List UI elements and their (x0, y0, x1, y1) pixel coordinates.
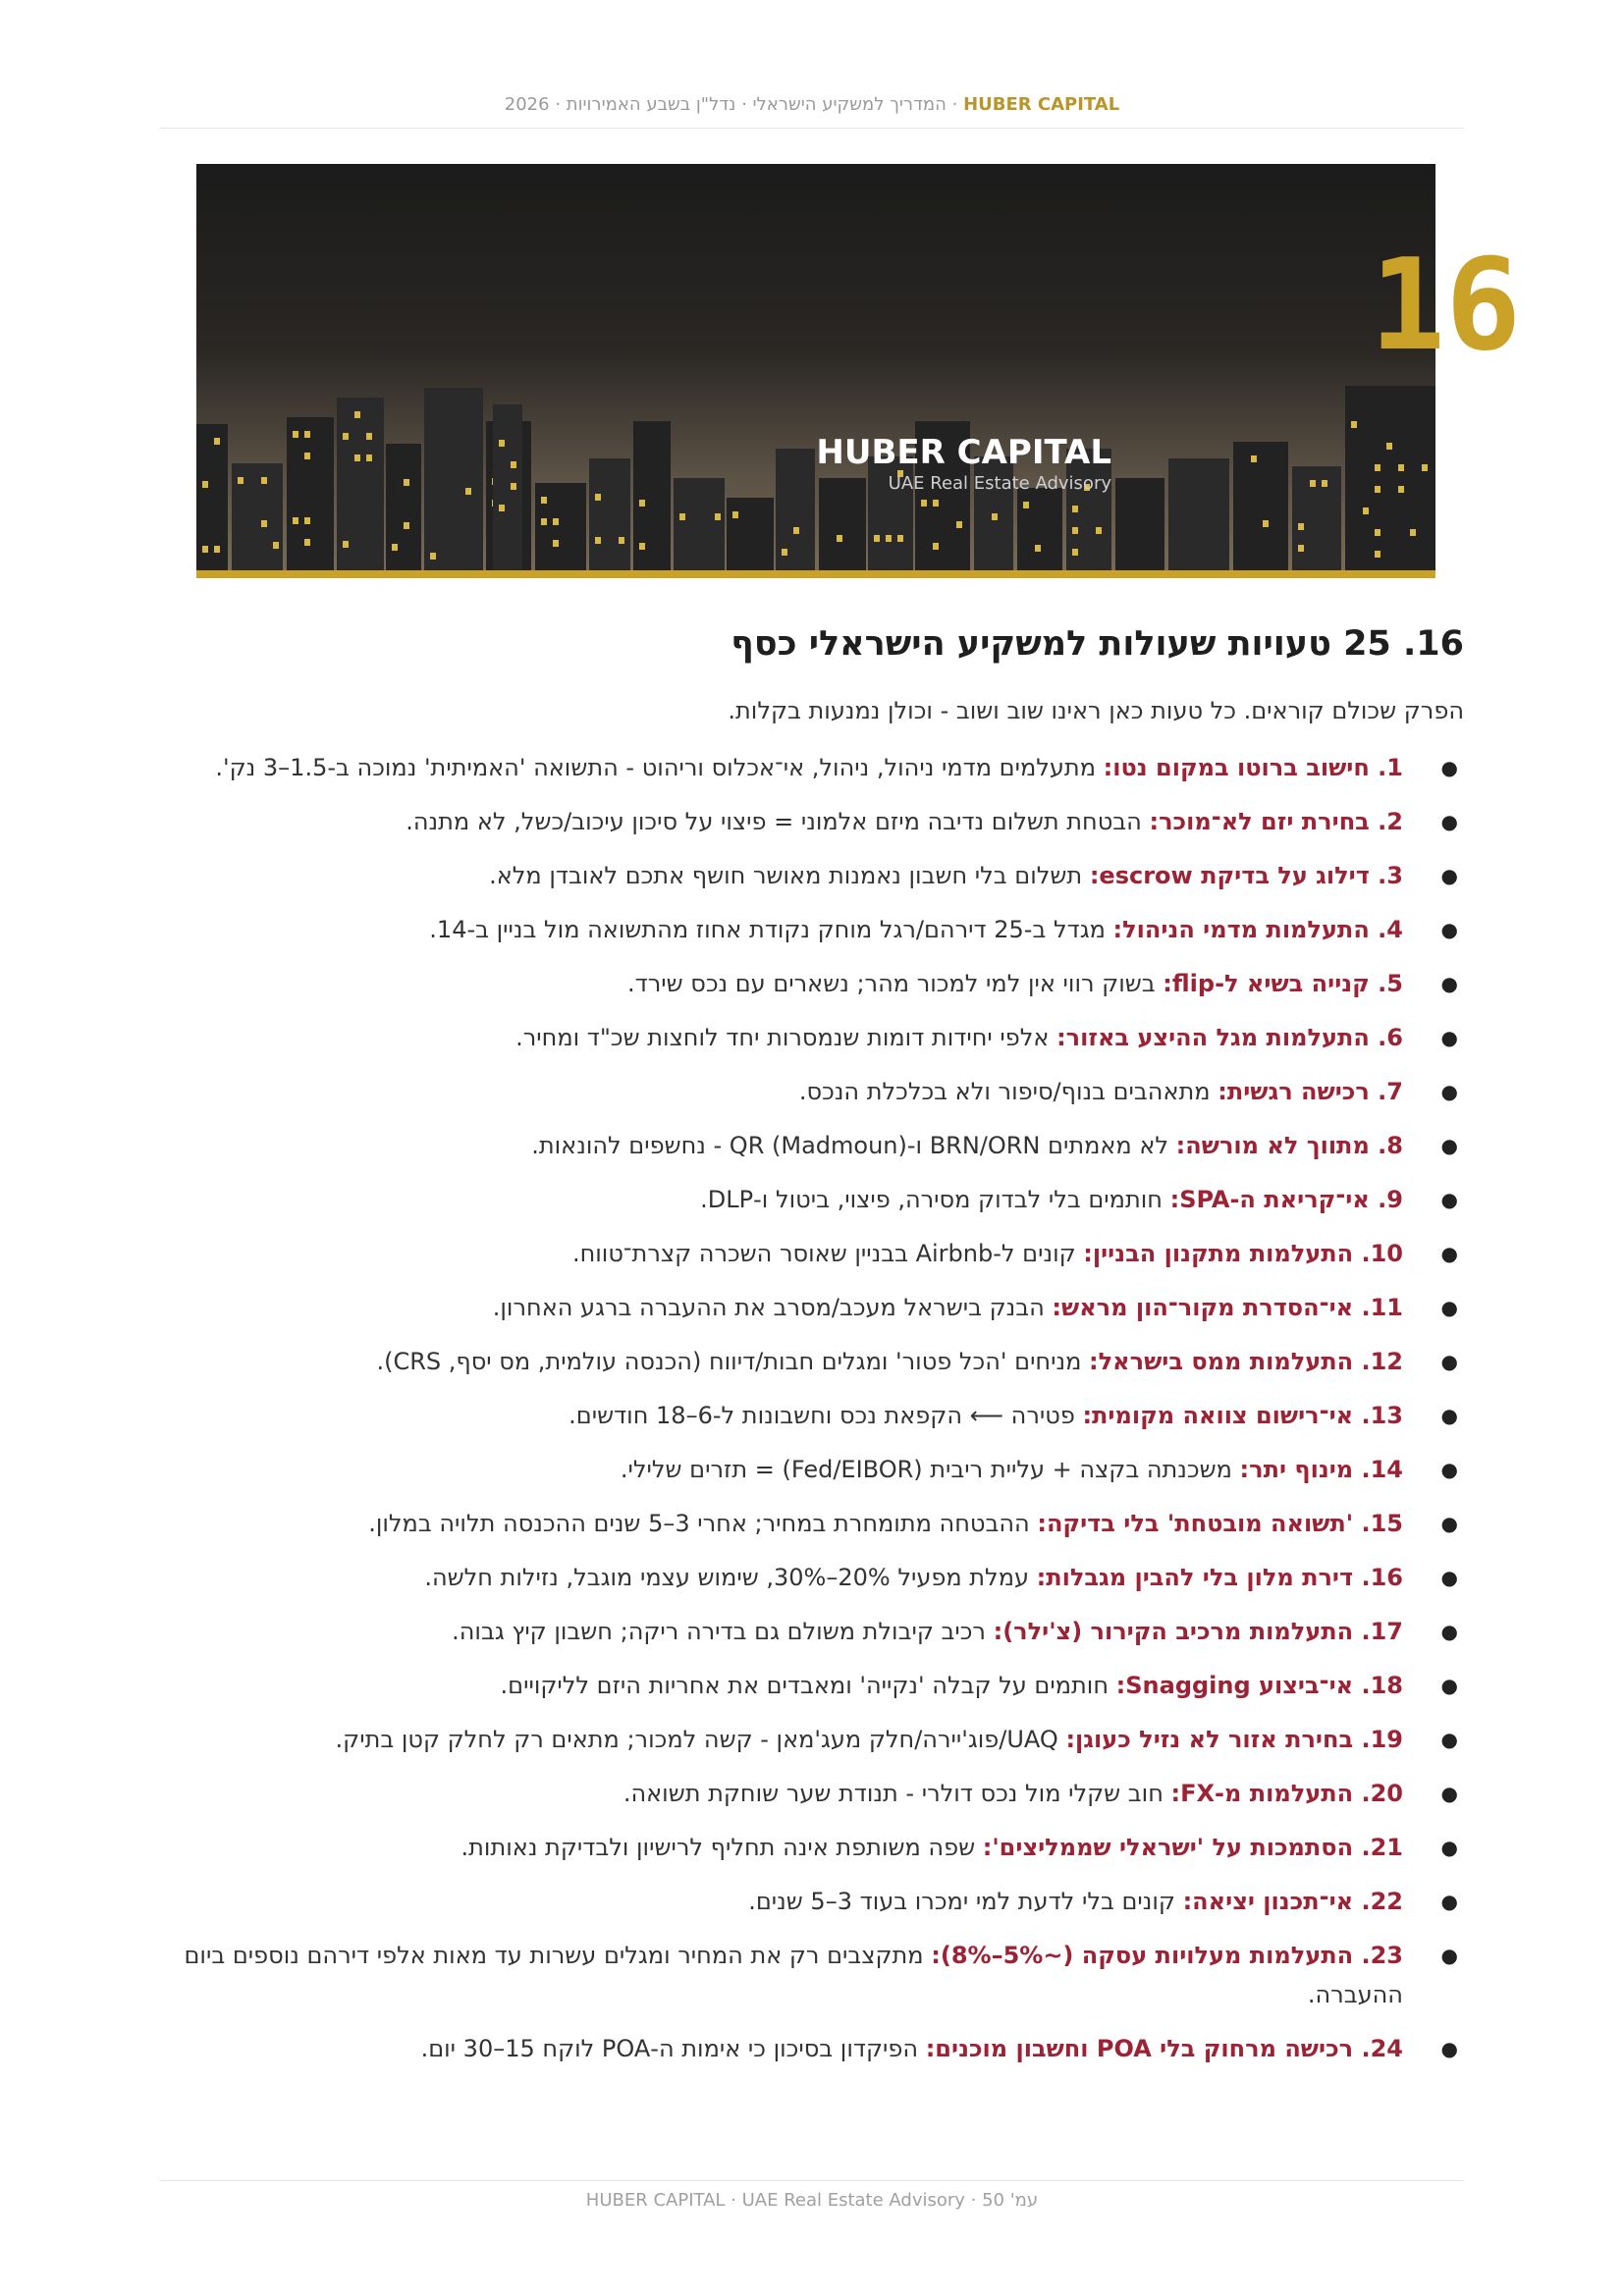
mistake-label: 16. דירת מלון בלי להבין מגבלות: (1036, 1564, 1403, 1591)
bullet-icon: ● (1440, 1296, 1458, 1319)
bullet-icon: ● (1440, 1134, 1458, 1157)
skyline-window (1251, 455, 1257, 462)
skyline-window (897, 535, 903, 542)
chapter-number: 16 (1370, 233, 1522, 379)
skyline-window (1398, 464, 1404, 471)
mistake-item (173, 1558, 1464, 1597)
mistake-label: 6. התעלמות מגל ההיצע באזור: (1056, 1024, 1403, 1051)
skyline-window (541, 518, 547, 525)
skyline-window (1023, 502, 1029, 508)
mistake-text: הבטחת תשלום נדיבה מיזם אלמוני = פיצוי על סיכון עיכוב/כשל, לא מתנה. (406, 808, 1150, 835)
mistake-text: מגדל ב-25 דירהם/רגל מוחק נקודת אחוז מהתשואה מול בניין ב-14. (429, 916, 1113, 943)
skyline-building (1233, 442, 1288, 570)
skyline-window (1351, 421, 1357, 428)
mistake-label: 11. אי־הסדרת מקור־הון מראש: (1052, 1294, 1403, 1321)
skyline-window (619, 537, 624, 544)
skyline-window (1410, 529, 1416, 536)
skyline-building (1115, 478, 1164, 570)
mistake-text: רכיב קיבולת משולם גם בדירה ריקה; חשבון קיץ גבוה. (452, 1618, 994, 1645)
mistake-label: 3. דילוג על בדיקת escrow: (1089, 862, 1403, 889)
bullet-icon: ● (1440, 2037, 1458, 2060)
mistake-item (173, 1072, 1464, 1111)
bullet-icon: ● (1440, 1350, 1458, 1373)
running-header (160, 94, 1464, 129)
skyline-window (1096, 527, 1102, 534)
chapter-banner (196, 164, 1522, 578)
mistake-item (173, 1342, 1464, 1381)
mistake-text: משכנתה בקצה + עליית ריבית (Fed/EIBOR) = תזרים שלילי. (620, 1456, 1240, 1483)
skyline-building (633, 421, 671, 570)
skyline-window (595, 537, 601, 544)
skyline-window (1386, 443, 1392, 450)
mistake-label: 18. אי־ביצוע Snagging: (1115, 1672, 1403, 1699)
bullet-icon: ● (1440, 1026, 1458, 1049)
mistake-label: 21. הסתמכות על 'ישראלי שממליצים': (982, 1834, 1403, 1861)
skyline-window (1363, 507, 1369, 514)
mistake-item (173, 1126, 1464, 1165)
skyline-building (727, 498, 774, 570)
skyline-window (214, 546, 220, 553)
skyline-window (1072, 506, 1078, 512)
bullet-icon: ● (1440, 1458, 1458, 1481)
skyline-window (1375, 529, 1380, 536)
bullet-icon: ● (1440, 1944, 1458, 1967)
mistake-text: UAQ/פוג'יירה/חלק מעג'מאן - קשה למכור; מתאים רק לחלק קטן בתיק. (335, 1726, 1066, 1753)
skyline-window (782, 549, 787, 556)
mistake-label: 10. התעלמות מתקנון הבניין: (1083, 1240, 1403, 1267)
skyline-building (1168, 458, 1229, 570)
skyline-window (679, 513, 685, 520)
skyline-window (595, 494, 601, 501)
chapter-intro: הפרק שכולם קוראים. כל טעות כאן ראינו שוב ושוב - וכולן נמנעות בקלות. (728, 697, 1464, 724)
mistake-text: עמלת מפעיל 20%–30%, שימוש עצמי מוגבל, נזילות חלשה. (424, 1564, 1037, 1591)
bullet-icon: ● (1440, 1728, 1458, 1751)
mistake-text: שפה משותפת אינה תחליף לרישיון ולבדיקת נאותות. (460, 1834, 983, 1861)
skyline-window (465, 488, 471, 495)
skyline-window (499, 505, 505, 511)
mistake-item (173, 910, 1464, 949)
skyline-building (386, 444, 421, 570)
skyline-window (354, 411, 360, 418)
mistake-text: חוב שקלי מול נכס דולרי - תנודת שער שוחקת תשואה. (623, 1780, 1171, 1807)
header-guide-title: המדריך למשקיע הישראלי · נדל"ן בשבע האמירויות · 2026 (504, 94, 947, 115)
bullet-icon: ● (1440, 1512, 1458, 1535)
skyline-window (1298, 545, 1304, 552)
bullet-icon: ● (1440, 1080, 1458, 1103)
bullet-icon: ● (1440, 1890, 1458, 1913)
mistake-item (173, 1936, 1464, 2014)
mistake-label: 5. קנייה בשיא ל-flip: (1163, 970, 1403, 997)
skyline-window (715, 513, 721, 520)
skyline-window (933, 543, 939, 550)
mistake-item (173, 2029, 1464, 2068)
skyline-window (430, 553, 436, 560)
skyline-window (404, 479, 409, 486)
skyline-window (1072, 527, 1078, 534)
mistake-text: לא מאמתים BRN/ORN ו-QR (Madmoun) - נחשפים להונאות. (531, 1132, 1176, 1159)
skyline-window (553, 540, 559, 547)
mistake-label: 22. אי־תכנון יציאה: (1182, 1888, 1403, 1915)
skyline-building (589, 458, 630, 570)
mistake-text: מתאהבים בנוף/סיפור ולא בכלכלת הנכס. (798, 1078, 1218, 1105)
mistake-label: 7. רכישה רגשית: (1218, 1078, 1403, 1105)
mistake-text: מתעלמים מדמי ניהול, ניהול, אי־אכלוס וריהוט - התשואה 'האמיתית' נמוכה ב-1.5–3 נק'. (215, 754, 1104, 781)
mistake-item (173, 1180, 1464, 1219)
mistake-label: 12. התעלמות ממס בישראל: (1089, 1348, 1403, 1375)
mistake-text: הפיקדון בסיכון כי אימות ה-POA לוקח 15–30 יום. (420, 2035, 926, 2062)
skyline-window (732, 511, 738, 518)
bullet-icon: ● (1440, 864, 1458, 887)
bullet-icon: ● (1440, 1404, 1458, 1427)
mistake-item (173, 1450, 1464, 1489)
skyline-window (202, 481, 208, 488)
mistake-label: 9. אי־קריאת ה-SPA: (1169, 1186, 1403, 1213)
skyline-window (293, 517, 298, 524)
skyline-window (1398, 486, 1404, 493)
footer-brand: HUBER CAPITAL · UAE Real Estate Advisory (585, 2190, 965, 2211)
skyline-building (1017, 488, 1062, 570)
mistake-item (173, 1018, 1464, 1057)
footer-page-number: עמ' 50 (982, 2190, 1039, 2211)
mistake-label: 23. התעלמות מעלויות עסקה (~5%–8%): (931, 1942, 1403, 1969)
skyline-window (956, 521, 962, 528)
bullet-icon: ● (1440, 1242, 1458, 1265)
mistake-item (173, 1504, 1464, 1543)
bullet-icon: ● (1440, 1566, 1458, 1589)
mistake-item (173, 748, 1464, 787)
skyline-building (287, 417, 334, 570)
skyline-window (511, 483, 516, 490)
mistake-text: הבנק בישראל מעכב/מסרב את ההעברה ברגע האחרון. (492, 1294, 1053, 1321)
mistake-item (173, 856, 1464, 895)
mistake-label: 15. 'תשואה מובטחת' בלי בדיקה: (1037, 1510, 1403, 1537)
skyline-window (933, 500, 939, 507)
skyline-window (992, 513, 998, 520)
mistakes-list (173, 748, 1464, 2083)
mistake-item (173, 1612, 1464, 1651)
mistake-text: חותמים בלי לבדוק מסירה, פיצוי, ביטול ו-DLP. (700, 1186, 1170, 1213)
skyline-window (541, 497, 547, 504)
skyline-window (343, 433, 349, 440)
mistake-text: תשלום בלי חשבון נאמנות מאושר חושף אתכם לאובדן מלא. (489, 862, 1090, 889)
running-footer (160, 2180, 1464, 2220)
skyline-window (511, 461, 516, 468)
skyline-window (238, 477, 244, 484)
bullet-icon: ● (1440, 918, 1458, 941)
skyline-building (196, 424, 228, 570)
mistake-item (173, 1396, 1464, 1435)
skyline-window (1035, 545, 1041, 552)
mistake-label: 19. בחירת אזור לא נזיל כעוגן: (1065, 1726, 1403, 1753)
skyline-window (837, 535, 842, 542)
skyline-window (404, 522, 409, 529)
mistake-text: ההבטחה מתומחרת במחיר; אחרי 3–5 שנים ההכנסה תלויה במלון. (368, 1510, 1038, 1537)
skyline-window (1322, 480, 1327, 487)
bullet-icon: ● (1440, 1782, 1458, 1805)
skyline-window (1375, 464, 1380, 471)
skyline-building (819, 478, 866, 570)
mistake-item (173, 1774, 1464, 1813)
skyline-window (1375, 551, 1380, 558)
mistake-label: 8. מתווך לא מורשה: (1175, 1132, 1403, 1159)
mistake-item (173, 802, 1464, 841)
skyline-window (304, 453, 310, 459)
banner-gold-baseline (196, 570, 1435, 578)
mistake-item (173, 1720, 1464, 1759)
skyline-building (674, 478, 725, 570)
skyline-window (304, 539, 310, 546)
bullet-icon: ● (1440, 756, 1458, 779)
mistake-text: אלפי יחידות דומות שנמסרות יחד לוחצות שכ"ד ומחיר. (515, 1024, 1057, 1051)
skyline-building (535, 483, 586, 570)
skyline-window (1375, 486, 1380, 493)
mistake-label: 13. אי־רישום צוואה מקומית: (1082, 1402, 1403, 1429)
skyline-building (1292, 466, 1341, 570)
mistake-text: מתקצבים רק את המחיר ומגלים עשרות עד מאות אלפי דירהם נוספים ביום ההעברה. (184, 1942, 1403, 2008)
mistake-label: 24. רכישה מרחוק בלי POA וחשבון מוכנים: (925, 2035, 1403, 2062)
mistake-item (173, 1666, 1464, 1705)
skyline-window (921, 500, 927, 507)
mistake-text: פטירה ⟵ הקפאת נכס וחשבונות ל-6–18 חודשים. (568, 1402, 1083, 1429)
bullet-icon: ● (1440, 972, 1458, 995)
mistake-text: קונים בלי לדעת למי ימכרו בעוד 3–5 שנים. (748, 1888, 1183, 1915)
skyline-window (1263, 520, 1269, 527)
header-brand: HUBER CAPITAL (963, 94, 1120, 115)
mistake-label: 2. בחירת יזם לא־מוכר: (1149, 808, 1403, 835)
skyline-window (261, 520, 267, 527)
skyline-window (392, 544, 398, 551)
chapter-title: 16. 25 טעויות שעולות למשקיע הישראלי כסף (731, 624, 1464, 664)
skyline-window (366, 454, 372, 461)
banner-brand-subtitle: UAE Real Estate Advisory (888, 473, 1111, 494)
skyline-building (493, 404, 522, 570)
mistake-label: 4. התעלמות מדמי הניהול: (1112, 916, 1403, 943)
skyline-building (1345, 386, 1435, 570)
skyline-window (202, 546, 208, 553)
skyline-window (499, 440, 505, 447)
bullet-icon: ● (1440, 1674, 1458, 1697)
mistake-label: 14. מינוף יתר: (1239, 1456, 1403, 1483)
skyline-window (553, 518, 559, 525)
skyline-window (1072, 549, 1078, 556)
mistake-item (173, 1234, 1464, 1273)
bullet-icon: ● (1440, 1188, 1458, 1211)
mistake-item (173, 1882, 1464, 1921)
mistake-label: 1. חישוב ברוטו במקום נטו: (1103, 754, 1403, 781)
skyline-window (366, 433, 372, 440)
skyline-window (214, 438, 220, 445)
skyline-window (273, 542, 279, 549)
mistake-text: קונים ל-Airbnb בבניין שאוסר השכרה קצרת־טווח. (571, 1240, 1084, 1267)
skyline-window (354, 454, 360, 461)
skyline-window (304, 517, 310, 524)
mistake-item (173, 1828, 1464, 1867)
mistake-label: 17. התעלמות מרכיב הקירור (צ'ילר): (993, 1618, 1403, 1645)
mistake-item (173, 964, 1464, 1003)
bullet-icon: ● (1440, 810, 1458, 833)
bullet-icon: ● (1440, 1620, 1458, 1643)
mistake-text: מניחים 'הכל פטור' ומגלים חבות/דיווח (הכנסה עולמית, מס יסף, CRS). (376, 1348, 1090, 1375)
skyline-window (639, 543, 645, 550)
skyline-window (261, 477, 267, 484)
skyline-window (293, 431, 298, 438)
skyline-window (793, 527, 799, 534)
skyline-window (304, 431, 310, 438)
skyline-window (639, 500, 645, 507)
skyline-building (424, 388, 483, 570)
banner-brand-title: HUBER CAPITAL (816, 433, 1111, 472)
mistake-text: חותמים על קבלה 'נקייה' ומאבדים את אחריות היזם לליקויים. (500, 1672, 1116, 1699)
bullet-icon: ● (1440, 1836, 1458, 1859)
mistake-text: בשוק רווי אין למי למכור מהר; נשארים עם נכס שירד. (626, 970, 1164, 997)
mistake-item (173, 1288, 1464, 1327)
skyline-window (874, 535, 880, 542)
skyline-window (1422, 464, 1428, 471)
skyline-window (886, 535, 892, 542)
footer-separator: · (964, 2190, 983, 2211)
skyline-window (1298, 523, 1304, 530)
header-separator: · (946, 94, 964, 115)
skyline-window (343, 541, 349, 548)
skyline-window (1310, 480, 1316, 487)
mistake-label: 20. התעלמות מ-FX: (1170, 1780, 1403, 1807)
